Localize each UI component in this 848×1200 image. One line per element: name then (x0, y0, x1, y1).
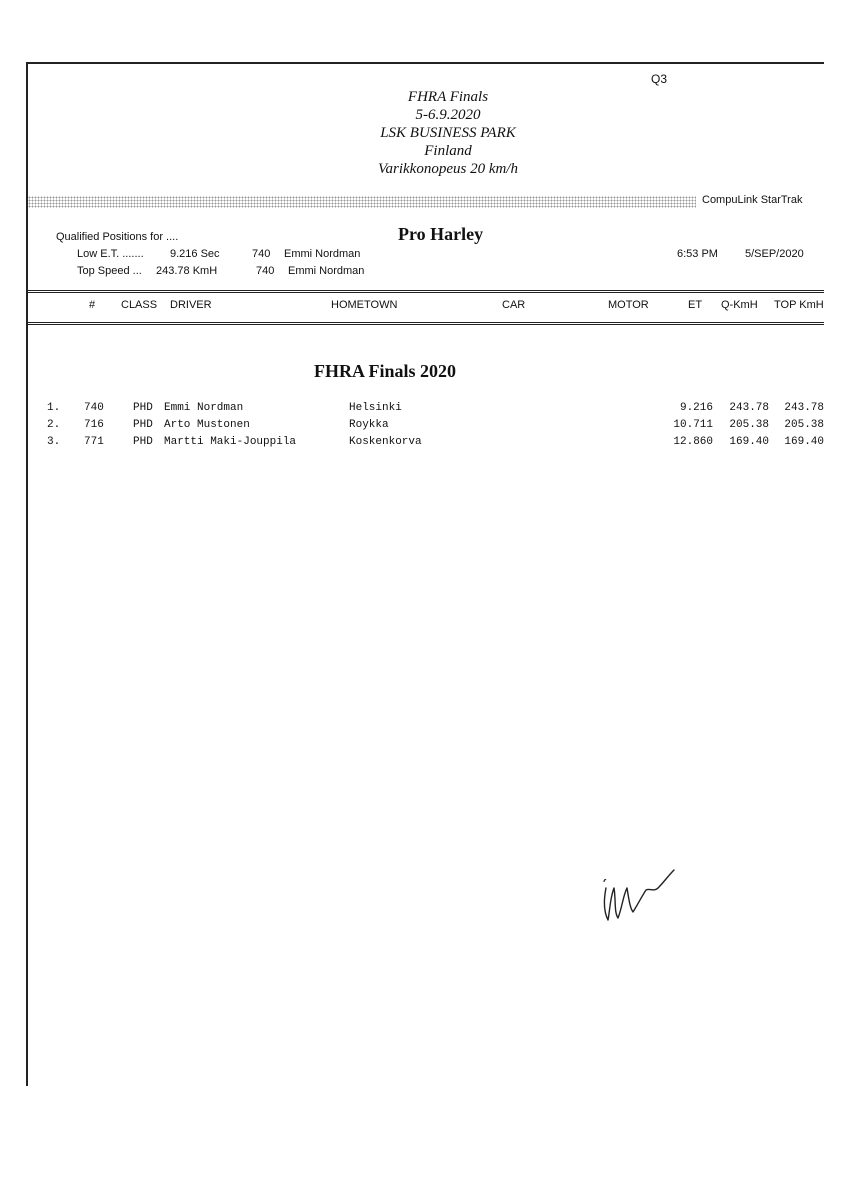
column-header-q-kmh: Q-KmH (721, 299, 758, 311)
row-position: 3. (47, 436, 61, 448)
class-title: Pro Harley (398, 224, 484, 244)
table-row (0, 402, 848, 420)
row-driver: Arto Mustonen (164, 419, 250, 431)
row-car-number: 740 (84, 402, 104, 414)
event-header-name: FHRA Finals (407, 89, 489, 105)
row-position: 1. (47, 402, 61, 414)
row-hometown: Koskenkorva (349, 436, 422, 448)
row-q-kmh: 243.78 (729, 402, 769, 414)
column-header-et: ET (688, 299, 703, 311)
low-et-car: 740 (252, 248, 271, 260)
row-q-kmh: 169.40 (729, 436, 769, 448)
event-header (290, 88, 606, 178)
row-hometown: Helsinki (349, 402, 402, 414)
top-speed-driver: Emmi Nordman (288, 265, 365, 277)
row-et: 12.860 (673, 436, 713, 448)
row-q-kmh: 205.38 (729, 419, 769, 431)
page-code: Q3 (651, 72, 668, 86)
header-top-rule-2 (28, 292, 824, 293)
row-driver: Martti Maki-Jouppila (164, 436, 297, 448)
event-header-country: Finland (424, 143, 472, 159)
row-position: 2. (47, 419, 61, 431)
row-class: PHD (133, 436, 153, 448)
row-top-kmh: 243.78 (784, 402, 824, 414)
column-header-class: CLASS (121, 299, 158, 311)
top-speed-value: 243.78 KmH (156, 265, 218, 277)
row-hometown: Roykka (349, 419, 389, 431)
header-top-rule (28, 290, 824, 291)
row-et: 9.216 (679, 402, 713, 414)
dotted-separator (28, 196, 696, 208)
column-header-number: # (89, 299, 96, 311)
table-row (0, 419, 848, 437)
page-frame-left-border (26, 62, 28, 1086)
header-bottom-rule (28, 322, 824, 323)
qualified-heading: Qualified Positions for .... (56, 231, 179, 243)
low-et-driver: Emmi Nordman (284, 248, 361, 260)
row-class: PHD (133, 402, 153, 414)
event-header-venue: LSK BUSINESS PARK (380, 125, 516, 141)
row-car-number: 771 (84, 436, 104, 448)
low-et-value: 9.216 Sec (170, 248, 220, 260)
row-car-number: 716 (84, 419, 104, 431)
column-header-top-kmh: TOP KmH (774, 299, 824, 311)
table-row (0, 436, 848, 454)
row-class: PHD (133, 419, 153, 431)
event-header-pit-speed: Varikkonopeus 20 km/h (378, 161, 518, 177)
system-label: CompuLink StarTrak (702, 194, 803, 206)
row-top-kmh: 205.38 (784, 419, 824, 431)
column-header-hometown: HOMETOWN (331, 299, 398, 311)
top-speed-label: Top Speed ... (77, 265, 142, 277)
handwritten-signature (596, 858, 680, 928)
column-header-motor: MOTOR (608, 299, 649, 311)
top-speed-car: 740 (256, 265, 275, 277)
header-bottom-rule-2 (28, 324, 824, 325)
event-header-dates: 5-6.9.2020 (415, 107, 481, 123)
row-driver: Emmi Nordman (164, 402, 244, 414)
report-date: 5/SEP/2020 (745, 248, 804, 260)
low-et-label: Low E.T. ....... (77, 248, 144, 260)
page-frame-top-border (26, 62, 824, 64)
column-header-driver: DRIVER (170, 299, 212, 311)
row-top-kmh: 169.40 (784, 436, 824, 448)
report-time: 6:53 PM (677, 248, 718, 260)
row-et: 10.711 (673, 419, 713, 431)
event-title: FHRA Finals 2020 (314, 361, 457, 381)
column-header-car: CAR (502, 299, 526, 311)
